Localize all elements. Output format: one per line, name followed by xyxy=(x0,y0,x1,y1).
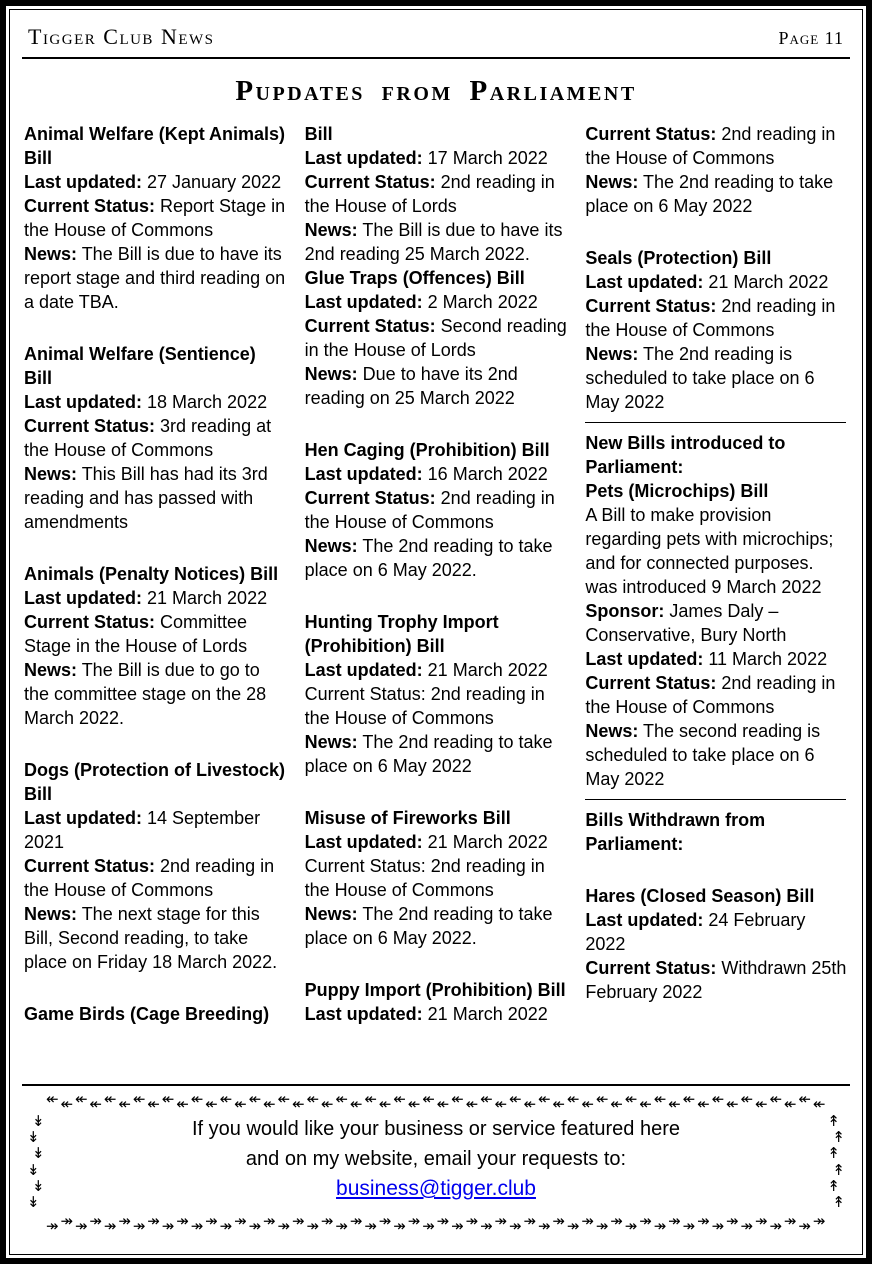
bill-field: Last updated: 11 March 2022 xyxy=(585,649,828,669)
paw-print-glyph: ↠ xyxy=(581,1213,594,1230)
bill-heading: Game Birds (Cage Breeding) xyxy=(24,1004,270,1024)
bill-field: Last updated: 18 March 2022 xyxy=(24,392,268,412)
paw-print-glyph: ↠ xyxy=(610,1213,623,1230)
paw-print-glyph: ↡ xyxy=(32,1177,45,1195)
paw-print-glyph: ↠ xyxy=(509,1218,522,1235)
bill-field: Last updated: 21 March 2022 xyxy=(304,832,548,852)
paw-print-glyph: ↡ xyxy=(27,1161,40,1179)
paw-print-glyph: ↠ xyxy=(103,1218,117,1235)
bill-heading: Dogs (Protection of Livestock) Bill xyxy=(24,760,286,804)
paw-print-glyph: ↞ xyxy=(451,1091,464,1108)
paw-print-glyph: ↠ xyxy=(306,1218,320,1235)
paw-print-glyph: ↞ xyxy=(740,1091,754,1108)
paw-print-glyph: ↟ xyxy=(832,1129,845,1147)
paw-print-glyph: ↠ xyxy=(697,1213,710,1230)
paw-print-glyph: ↞ xyxy=(566,1091,580,1108)
paw-print-glyph: ↠ xyxy=(624,1218,638,1235)
column-1 xyxy=(24,122,287,1074)
bill-field: News: The 2nd reading is scheduled to take place on 6 May 2022 xyxy=(585,344,815,412)
bill-field: Current Status: Report Stage in the House of Commons xyxy=(24,196,286,240)
column-2 xyxy=(305,122,568,1074)
paw-print-glyph: ↠ xyxy=(349,1213,363,1230)
paw-print-glyph: ↠ xyxy=(74,1218,88,1235)
paragraph-spacer xyxy=(305,410,568,438)
bill-field: Last updated: 21 March 2022 xyxy=(24,588,268,608)
paw-print-glyph: ↞ xyxy=(639,1096,652,1113)
paw-print-glyph: ↠ xyxy=(740,1218,754,1235)
paw-print-glyph: ↠ xyxy=(754,1213,768,1230)
paw-print-glyph: ↠ xyxy=(798,1218,811,1235)
paw-print-glyph: ↠ xyxy=(552,1213,565,1230)
paw-print-glyph: ↟ xyxy=(827,1113,840,1130)
page-title: Pupdates from Parliament xyxy=(235,75,637,107)
paw-print-glyph: ↠ xyxy=(783,1213,797,1230)
paw-print-glyph: ↡ xyxy=(27,1129,40,1147)
paw-print-glyph: ↞ xyxy=(769,1091,783,1108)
bill-field: News: The 2nd reading to take place on 6 May 2022 xyxy=(304,732,553,776)
paw-track-right xyxy=(827,1113,845,1211)
paw-print-glyph: ↞ xyxy=(798,1091,811,1108)
newsletter-title: Tigger Club News xyxy=(28,24,215,49)
paw-print-glyph: ↠ xyxy=(769,1218,783,1235)
bill-field: Current Status: 2nd reading in the House of Commons xyxy=(585,673,836,717)
paw-print-glyph: ↠ xyxy=(132,1218,146,1235)
bill-heading: Hen Caging (Prohibition) Bill xyxy=(304,440,550,460)
paw-print-glyph: ↠ xyxy=(234,1213,247,1230)
bill-field: Current Status: 2nd reading in the House of Commons xyxy=(585,296,836,340)
bill-field: News: The 2nd reading to take place on 6 May 2022. xyxy=(304,536,553,580)
paw-print-glyph: ↠ xyxy=(436,1213,450,1230)
paw-print-glyph: ↞ xyxy=(523,1096,537,1113)
paragraph-spacer xyxy=(305,778,568,806)
paw-print-glyph: ↡ xyxy=(32,1145,45,1163)
paw-print-glyph: ↞ xyxy=(132,1091,146,1108)
paragraph-spacer xyxy=(585,856,848,884)
paw-print-glyph: ↡ xyxy=(27,1193,40,1211)
paw-print-glyph: ↞ xyxy=(436,1096,450,1113)
paw-print-glyph: ↠ xyxy=(711,1218,725,1235)
bill-field: News: The 2nd reading to take place on 6 May 2022 xyxy=(585,172,834,216)
section-divider xyxy=(585,799,846,800)
paw-print-glyph: ↞ xyxy=(306,1091,320,1108)
masthead xyxy=(20,16,852,50)
paw-print-glyph: ↞ xyxy=(682,1091,696,1108)
bill-field: Last updated: 2 March 2022 xyxy=(304,292,538,312)
section-divider xyxy=(585,422,846,423)
paw-print-glyph: ↞ xyxy=(668,1096,681,1113)
paw-print-glyph: ↠ xyxy=(422,1218,435,1235)
paw-print-glyph: ↠ xyxy=(60,1213,74,1230)
bill-field: Last updated: 27 January 2022 xyxy=(24,172,282,192)
paw-print-glyph: ↞ xyxy=(234,1096,247,1113)
paw-print-glyph: ↞ xyxy=(509,1091,522,1108)
bill-field: News: This Bill has had its 3rd reading and has passed with amendments xyxy=(24,464,268,532)
bill-field: News: The Bill is due to go to the committee stage on the 28 March 2022. xyxy=(24,660,267,728)
paw-print-glyph: ↠ xyxy=(89,1213,102,1230)
paw-print-glyph: ↠ xyxy=(639,1213,652,1230)
header-divider xyxy=(22,57,850,59)
paw-print-glyph: ↟ xyxy=(832,1193,845,1211)
paw-print-glyph: ↠ xyxy=(668,1213,681,1230)
paw-print-glyph: ↞ xyxy=(103,1091,117,1108)
paw-print-glyph: ↞ xyxy=(118,1096,131,1113)
paw-print-glyph: ↞ xyxy=(465,1096,479,1113)
paw-print-glyph: ↠ xyxy=(378,1213,392,1230)
bill-field: Sponsor: James Daly – Conservative, Bury North xyxy=(585,601,787,645)
bill-field: News: Due to have its 2nd reading on 25 March 2022 xyxy=(304,364,518,408)
paw-track-left xyxy=(27,1113,45,1211)
bill-heading: Misuse of Fireworks Bill xyxy=(304,808,511,828)
paw-print-glyph: ↞ xyxy=(422,1091,435,1108)
paw-print-glyph: ↞ xyxy=(537,1091,551,1108)
paw-print-glyph: ↞ xyxy=(378,1096,392,1113)
paw-print-glyph: ↠ xyxy=(277,1218,291,1235)
paw-print-glyph: ↞ xyxy=(320,1096,334,1113)
bill-text: A Bill to make provision regarding pets with microchips; and for connected purposes. was introduced 9 March 2022 xyxy=(585,505,834,597)
paw-print-glyph: ↞ xyxy=(610,1096,623,1113)
advert-line-1: If you would like your business or service featured here xyxy=(191,1118,681,1140)
paw-print-glyph: ↞ xyxy=(219,1091,233,1108)
bill-heading: Animal Welfare (Sentience) Bill xyxy=(24,344,256,388)
bill-field: Last updated: 21 March 2022 xyxy=(304,1004,548,1024)
paw-print-glyph: ↞ xyxy=(74,1091,88,1108)
paw-print-glyph: ↞ xyxy=(161,1091,175,1108)
paw-print-glyph: ↞ xyxy=(205,1096,218,1113)
paragraph-spacer xyxy=(305,582,568,610)
paw-print-glyph: ↞ xyxy=(595,1091,609,1108)
paw-print-glyph: ↞ xyxy=(147,1096,160,1113)
bill-heading: Pets (Microchips) Bill xyxy=(585,481,769,501)
paw-print-glyph: ↞ xyxy=(349,1096,363,1113)
bill-text: Current Status: 2nd reading in the House of Commons xyxy=(304,856,545,900)
bill-field: Last updated: 24 February 2022 xyxy=(585,910,806,954)
paw-print-glyph: ↞ xyxy=(726,1096,739,1113)
paw-print-glyph: ↠ xyxy=(320,1213,334,1230)
bill-field: Current Status: 2nd reading in the House of Commons xyxy=(585,124,836,168)
bill-field: Last updated: 21 March 2022 xyxy=(585,272,829,292)
paw-print-glyph: ↞ xyxy=(653,1091,667,1108)
footer-divider xyxy=(22,1084,850,1086)
bill-field: Current Status: Second reading in the House of Lords xyxy=(304,316,567,360)
bill-field: Last updated: 14 September 2021 xyxy=(24,808,261,852)
paw-print-glyph: ↠ xyxy=(566,1218,580,1235)
paw-print-glyph: ↠ xyxy=(595,1218,609,1235)
paw-print-glyph: ↠ xyxy=(682,1218,696,1235)
paw-print-glyph: ↠ xyxy=(393,1218,406,1235)
paw-print-glyph: ↞ xyxy=(89,1096,102,1113)
paw-print-glyph: ↞ xyxy=(176,1096,189,1113)
paw-print-glyph: ↠ xyxy=(205,1213,218,1230)
paw-print-glyph: ↞ xyxy=(624,1091,638,1108)
paw-print-glyph: ↠ xyxy=(494,1213,508,1230)
paw-print-glyph: ↞ xyxy=(46,1091,59,1108)
paw-print-glyph: ↞ xyxy=(783,1096,797,1113)
paw-print-glyph: ↠ xyxy=(451,1218,464,1235)
paw-print-glyph: ↠ xyxy=(407,1213,421,1230)
paw-print-glyph: ↡ xyxy=(32,1113,45,1130)
paw-print-glyph: ↠ xyxy=(190,1218,204,1235)
paw-print-glyph: ↞ xyxy=(190,1091,204,1108)
paw-print-glyph: ↞ xyxy=(812,1096,826,1113)
page-border-inner xyxy=(9,9,863,1255)
paw-print-glyph: ↠ xyxy=(364,1218,377,1235)
bill-heading: Bills Withdrawn from Parliament: xyxy=(585,810,766,854)
bill-field: Current Status: 2nd reading in the House of Lords xyxy=(304,172,555,216)
paw-print-glyph: ↠ xyxy=(537,1218,551,1235)
bill-field: News: The next stage for this Bill, Second reading, to take place on Friday 18 March 2022. xyxy=(24,904,278,972)
bill-field: News: The 2nd reading to take place on 6 May 2022. xyxy=(304,904,553,948)
bill-field: Current Status: Committee Stage in the House of Lords xyxy=(24,612,248,656)
paw-print-glyph: ↞ xyxy=(552,1096,565,1113)
paw-print-glyph: ↞ xyxy=(60,1096,74,1113)
bill-heading: Seals (Protection) Bill xyxy=(585,248,772,268)
paw-print-glyph: ↠ xyxy=(523,1213,537,1230)
column-3 xyxy=(585,122,848,1074)
bill-field: Last updated: 21 March 2022 xyxy=(304,660,548,680)
paw-print-glyph: ↞ xyxy=(407,1096,421,1113)
paw-print-glyph: ↞ xyxy=(335,1091,348,1108)
bill-field: Last updated: 16 March 2022 xyxy=(304,464,548,484)
paw-print-glyph: ↠ xyxy=(263,1213,276,1230)
paragraph-spacer xyxy=(24,974,287,1002)
bill-heading: Animals (Penalty Notices) Bill xyxy=(24,564,279,584)
paw-print-glyph: ↠ xyxy=(653,1218,667,1235)
paw-print-glyph: ↞ xyxy=(248,1091,262,1108)
paw-print-glyph: ↟ xyxy=(827,1177,840,1195)
paragraph-spacer xyxy=(24,534,287,562)
paw-print-glyph: ↠ xyxy=(46,1218,59,1235)
paw-print-glyph: ↠ xyxy=(335,1218,348,1235)
bill-text: Current Status: 2nd reading in the House of Commons xyxy=(304,684,545,728)
business-email-link[interactable]: business@tigger.club xyxy=(336,1177,536,1200)
paw-print-glyph: ↠ xyxy=(161,1218,175,1235)
bill-field: News: The second reading is scheduled to take place on 6 May 2022 xyxy=(585,721,821,789)
paw-print-glyph: ↞ xyxy=(494,1096,508,1113)
paw-print-glyph: ↟ xyxy=(832,1161,845,1179)
paw-print-glyph: ↞ xyxy=(754,1096,768,1113)
paragraph-spacer xyxy=(305,950,568,978)
bill-field: Current Status: Withdrawn 25th February 2022 xyxy=(585,958,847,1002)
paw-print-glyph: ↞ xyxy=(291,1096,305,1113)
advert-box xyxy=(24,1088,848,1238)
bill-field: Last updated: 17 March 2022 xyxy=(304,148,548,168)
bill-heading: Hunting Trophy Import (Prohibition) Bill xyxy=(304,612,499,656)
paw-print-glyph: ↠ xyxy=(118,1213,131,1230)
bill-heading: New Bills introduced to Parliament: xyxy=(585,433,786,477)
paw-print-glyph: ↞ xyxy=(581,1096,594,1113)
paw-print-glyph: ↞ xyxy=(364,1091,377,1108)
paw-print-glyph: ↞ xyxy=(480,1091,493,1108)
bill-field: Current Status: 2nd reading in the House of Commons xyxy=(24,856,275,900)
paragraph-spacer xyxy=(24,314,287,342)
paw-track-bottom xyxy=(46,1213,826,1235)
paw-print-glyph: ↠ xyxy=(465,1213,479,1230)
paw-print-glyph: ↞ xyxy=(697,1096,710,1113)
paw-print-glyph: ↠ xyxy=(248,1218,262,1235)
paragraph-spacer xyxy=(24,730,287,758)
bill-field: News: The Bill is due to have its report stage and third reading on a date TBA. xyxy=(24,244,286,312)
paw-print-glyph: ↟ xyxy=(827,1145,840,1163)
paw-print-glyph: ↠ xyxy=(291,1213,305,1230)
paw-print-glyph: ↠ xyxy=(176,1213,189,1230)
article-columns xyxy=(20,116,852,1074)
paw-print-glyph: ↠ xyxy=(147,1213,160,1230)
paw-print-glyph: ↞ xyxy=(393,1091,406,1108)
advert-line-2: and on my website, email your requests to: xyxy=(245,1148,627,1170)
bill-heading: Animal Welfare (Kept Animals) Bill xyxy=(24,124,286,168)
paw-print-glyph: ↞ xyxy=(711,1091,725,1108)
bill-field: News: The Bill is due to have its 2nd reading 25 March 2022. xyxy=(304,220,563,264)
bill-heading: Puppy Import (Prohibition) Bill xyxy=(304,980,566,1000)
paw-print-glyph: ↠ xyxy=(812,1213,826,1230)
paw-print-glyph: ↠ xyxy=(726,1213,739,1230)
paw-print-glyph: ↞ xyxy=(263,1096,276,1113)
paw-print-glyph: ↠ xyxy=(219,1218,233,1235)
paragraph-spacer xyxy=(585,218,848,246)
bill-field: Current Status: 3rd reading at the House of Commons xyxy=(24,416,272,460)
bill-heading: Glue Traps (Offences) Bill xyxy=(304,268,525,288)
bill-heading: Hares (Closed Season) Bill xyxy=(585,886,815,906)
bill-field: Current Status: 2nd reading in the House of Commons xyxy=(304,488,555,532)
bill-heading: Bill xyxy=(304,124,333,144)
paw-print-glyph: ↞ xyxy=(277,1091,291,1108)
paw-print-glyph: ↠ xyxy=(480,1218,493,1235)
paw-track-top xyxy=(46,1091,826,1113)
page-number: Page 11 xyxy=(778,28,844,48)
